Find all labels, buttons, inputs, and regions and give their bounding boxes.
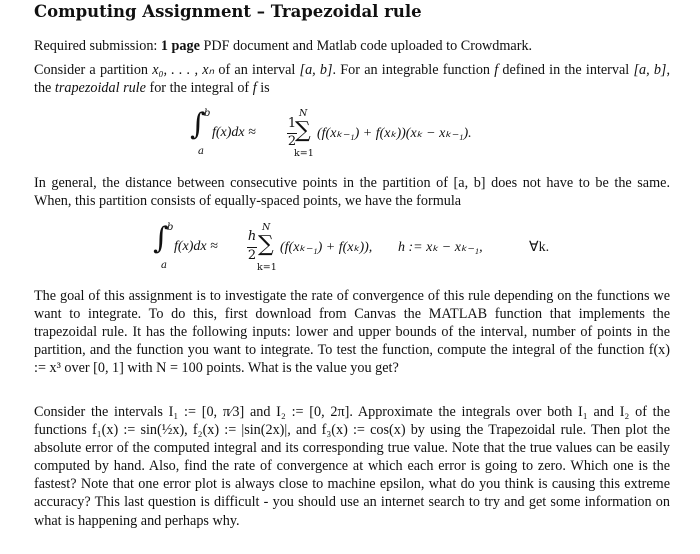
forall-k: ∀k. <box>529 240 550 255</box>
partition-text-4: defined in the interval <box>498 62 634 78</box>
trapezoidal-rule-italic: trapezoidal rule <box>54 80 146 97</box>
partition-text-2: of an interval <box>214 62 300 78</box>
integral-upper-limit: b <box>204 108 211 119</box>
sum-lower-limit: k=1 <box>294 148 314 159</box>
submission-text-post: PDF document and Matlab code uploaded to Crowdmark. <box>199 38 533 54</box>
goal-paragraph: The goal of this assignment is to investigate the rate of convergence of this rule depending on the functions we want to integrate. To do this, first download from Canvas the MATLAB function that implements the trapezoidal rule. It has the following inputs: lower and upper bounds of the interval, number of points in the partition, and the function you want to integrate. To test the function, compute the integral of the function f(x) := x³ over [0, 1] with N = 100 points. What is the value you get? <box>34 288 670 377</box>
integral-sign-2: ∫ <box>153 221 169 256</box>
sum-sign: ∑ <box>295 118 311 143</box>
partition-text-5: , the <box>34 62 670 97</box>
integrand-2: f(x)dx ≈ <box>174 239 218 254</box>
partition-text-6: for the integral of <box>145 80 253 97</box>
fraction-numerator: 1 <box>287 116 297 131</box>
intervals-paragraph: Consider the intervals I₁ := [0, π⁄3] and I₂ := [0, 2π]. Approximate the integrals over both I₁ and I₂ of the functions f₁(x) := sin(½x), f₂(x) := |sin(2x)|, and f₃(x) := cos(x) by using the Trapezoidal rule. Then plot the absolute error of the computed integral and its corresponding true value. Note that the true values can be easily computed by hand. Also, find the rate of convergence at which each error is going to zero. Which one is the fastest? Note that one error plot is always close to machine epsilon, what do you think is causing this extreme accuracy? This last question is difficult - you should use an internet search to try and get some information on what is happening and perhaps why. <box>34 404 670 529</box>
submission-text-pre: Required submission: <box>34 38 161 54</box>
summand-2: (f(xₖ₋₁) + f(xₖ)), <box>280 240 373 255</box>
integral-lower-limit: a <box>198 146 204 157</box>
partition-math-1: x₀, . . . , xₙ <box>152 62 215 78</box>
partition-math-5: f <box>252 80 257 97</box>
fraction-numerator-2: h <box>247 229 257 244</box>
partition-paragraph <box>34 61 670 97</box>
sum-sign-2: ∑ <box>258 232 274 257</box>
partition-text-7: is <box>256 80 270 97</box>
integrand: f(x)dx ≈ <box>212 125 256 140</box>
partition-math-3: f <box>494 62 499 78</box>
summand: (f(xₖ₋₁) + f(xₖ))(xₖ − xₖ₋₁). <box>317 126 472 141</box>
page-title: Computing Assignment – Trapezoidal rule <box>34 2 422 21</box>
partition-text-1: Consider a partition <box>34 62 153 78</box>
step-definition: h := xₖ − xₖ₋₁, <box>398 240 483 255</box>
partition-math-2: [a, b] <box>299 62 333 78</box>
fraction-denominator-2: 2 <box>247 248 257 263</box>
sum-upper-limit-2: N <box>262 222 271 233</box>
general-distance-paragraph: In general, the distance between consecutive points in the partition of [a, b] does not have to be the same. When, this partition consists of equally-spaced points, we have the formula <box>34 175 670 210</box>
integral-sign: ∫ <box>190 107 206 142</box>
sum-lower-limit-2: k=1 <box>257 262 277 273</box>
fraction-denominator: 2 <box>287 134 297 149</box>
integral-lower-limit-2: a <box>161 260 167 271</box>
integral-upper-limit-2: b <box>167 222 174 233</box>
partition-math-4: [a, b] <box>633 62 667 78</box>
submission-bold: 1 page <box>160 38 200 54</box>
sum-upper-limit: N <box>299 108 308 119</box>
submission-paragraph <box>34 37 670 55</box>
partition-text-3: . For an integrable function <box>332 62 495 78</box>
